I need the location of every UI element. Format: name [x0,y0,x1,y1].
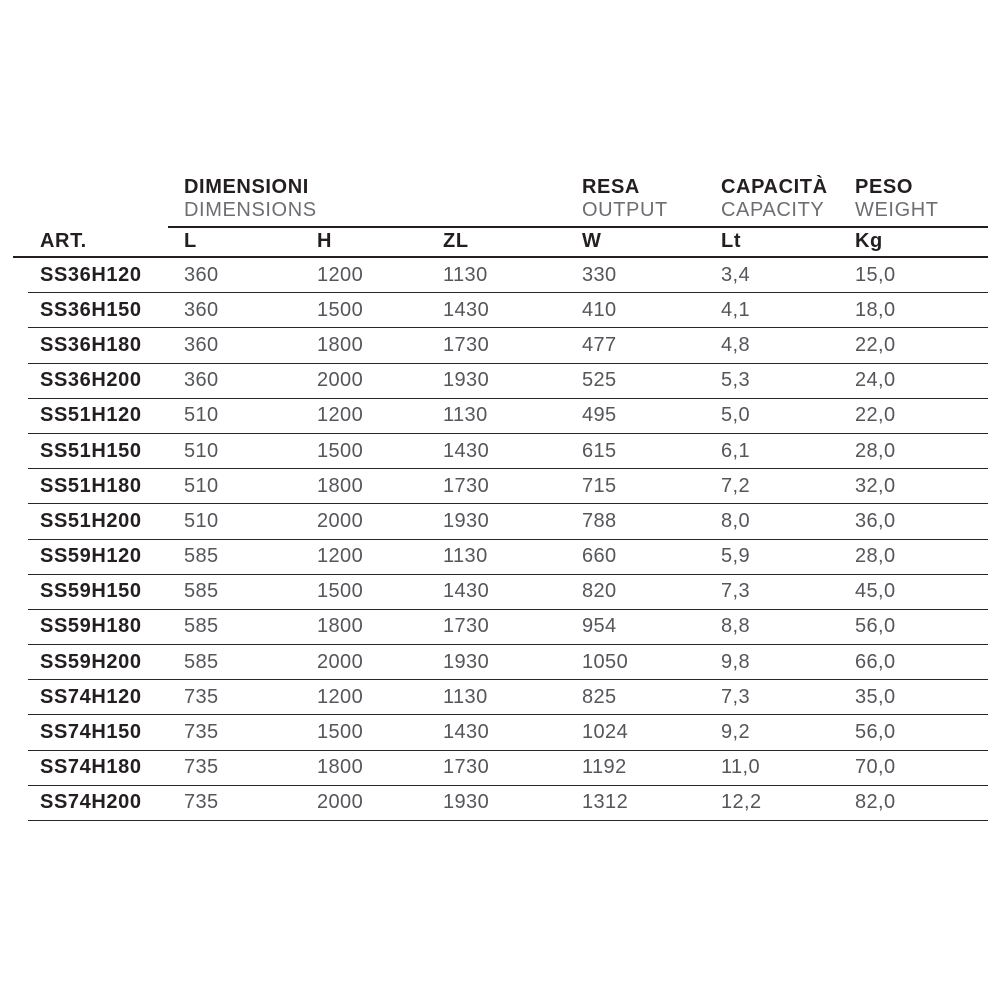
table-row [28,434,988,469]
cell-art: SS36H200 [40,369,142,392]
cell-art: SS51H200 [40,509,142,532]
cell-w: 1024 [582,721,629,744]
cell-kg: 32,0 [855,474,896,497]
cell-kg: 66,0 [855,650,896,673]
cell-l: 510 [184,509,219,532]
cell-l: 510 [184,404,219,427]
cell-lt: 4,8 [721,333,751,356]
cell-zl: 1730 [443,474,490,497]
cell-zl: 1930 [443,650,490,673]
cell-kg: 45,0 [855,580,896,603]
cell-w: 410 [582,298,617,321]
cell-zl: 1930 [443,791,490,814]
group-header-primary: CAPACITÀ [721,176,828,198]
cell-w: 615 [582,439,617,462]
table-row [28,258,988,293]
cell-w: 788 [582,509,617,532]
cell-lt: 7,3 [721,580,751,603]
cell-lt: 5,3 [721,369,751,392]
group-header-secondary: CAPACITY [721,199,825,221]
cell-w: 820 [582,580,617,603]
cell-w: 330 [582,263,617,286]
group-header-rule [168,226,988,228]
table-row [28,680,988,715]
column-header-kg: Kg [855,230,883,252]
cell-art: SS59H150 [40,580,142,603]
cell-kg: 18,0 [855,298,896,321]
table-row [28,293,988,328]
cell-kg: 24,0 [855,369,896,392]
column-header-h: H [317,230,333,252]
table-column-header-row [28,229,988,255]
cell-w: 715 [582,474,617,497]
cell-w: 1192 [582,756,627,779]
cell-lt: 11,0 [721,756,761,779]
cell-h: 2000 [317,650,364,673]
cell-zl: 1730 [443,333,490,356]
cell-art: SS74H200 [40,791,142,814]
cell-zl: 1430 [443,298,490,321]
table-row [28,645,988,680]
cell-h: 1500 [317,721,364,744]
cell-art: SS51H180 [40,474,142,497]
cell-kg: 56,0 [855,721,896,744]
cell-h: 2000 [317,369,364,392]
group-header-primary: DIMENSIONI [184,176,309,198]
cell-art: SS59H180 [40,615,142,638]
cell-kg: 36,0 [855,509,896,532]
cell-lt: 12,2 [721,791,762,814]
group-header-secondary: WEIGHT [855,199,939,221]
cell-h: 1500 [317,298,364,321]
group-header-primary: RESA [582,176,640,198]
cell-l: 735 [184,791,219,814]
cell-art: SS36H180 [40,333,142,356]
cell-h: 1200 [317,263,364,286]
cell-lt: 3,4 [721,263,751,286]
cell-lt: 9,8 [721,650,751,673]
cell-l: 360 [184,263,219,286]
column-header-l: L [184,230,197,252]
cell-h: 1200 [317,545,364,568]
cell-kg: 56,0 [855,615,896,638]
table-row [28,328,988,363]
column-header-w: W [582,230,602,252]
cell-art: SS51H150 [40,439,142,462]
cell-lt: 9,2 [721,721,751,744]
cell-zl: 1430 [443,580,490,603]
cell-h: 1800 [317,333,364,356]
cell-kg: 28,0 [855,545,896,568]
cell-kg: 15,0 [855,263,896,286]
cell-l: 735 [184,756,219,779]
table-rows [28,258,988,821]
cell-l: 510 [184,474,219,497]
cell-kg: 35,0 [855,685,896,708]
cell-zl: 1930 [443,509,490,532]
cell-l: 735 [184,721,219,744]
table-row [28,786,988,821]
cell-h: 2000 [317,509,364,532]
cell-kg: 82,0 [855,791,896,814]
table-row [28,469,988,504]
cell-h: 1800 [317,474,364,497]
cell-w: 660 [582,545,617,568]
cell-zl: 1130 [443,263,488,286]
group-header-primary: PESO [855,176,913,198]
table-row [28,575,988,610]
table-row [28,715,988,750]
cell-l: 585 [184,580,219,603]
cell-w: 477 [582,333,617,356]
cell-kg: 70,0 [855,756,896,779]
cell-w: 825 [582,685,617,708]
cell-kg: 22,0 [855,404,896,427]
table-row [28,399,988,434]
cell-art: SS51H120 [40,404,142,427]
table-row [28,364,988,399]
cell-l: 360 [184,333,219,356]
cell-zl: 1730 [443,615,490,638]
cell-h: 1200 [317,404,364,427]
table-group-header-row [28,176,988,222]
cell-zl: 1430 [443,439,490,462]
cell-art: SS74H120 [40,685,142,708]
cell-h: 2000 [317,791,364,814]
cell-art: SS36H150 [40,298,142,321]
cell-art: SS74H150 [40,721,142,744]
group-header-secondary: OUTPUT [582,199,668,221]
cell-w: 1050 [582,650,629,673]
cell-kg: 22,0 [855,333,896,356]
cell-h: 1800 [317,615,364,638]
cell-w: 954 [582,615,617,638]
column-header-lt: Lt [721,230,742,252]
cell-lt: 7,3 [721,685,751,708]
cell-l: 735 [184,685,219,708]
cell-lt: 6,1 [721,439,751,462]
group-header-output [582,176,721,222]
group-header-capacity [721,176,855,222]
cell-lt: 5,9 [721,545,751,568]
cell-zl: 1930 [443,369,490,392]
cell-lt: 4,1 [721,298,751,321]
cell-lt: 8,0 [721,509,751,532]
cell-l: 585 [184,545,219,568]
cell-w: 525 [582,369,617,392]
group-header-weight [855,176,988,222]
cell-zl: 1130 [443,404,488,427]
column-header-zl: ZL [443,230,469,252]
cell-lt: 5,0 [721,404,751,427]
table-row [28,504,988,539]
cell-l: 360 [184,369,219,392]
cell-art: SS59H120 [40,545,142,568]
cell-h: 1500 [317,580,364,603]
cell-l: 585 [184,650,219,673]
cell-art: SS74H180 [40,756,142,779]
table-row [28,540,988,575]
cell-art: SS59H200 [40,650,142,673]
table-row [28,610,988,645]
group-header-secondary: DIMENSIONS [184,199,317,221]
cell-l: 510 [184,439,219,462]
cell-zl: 1730 [443,756,490,779]
cell-lt: 8,8 [721,615,751,638]
cell-l: 585 [184,615,219,638]
cell-l: 360 [184,298,219,321]
table-row [28,751,988,786]
group-header-dimensions [184,176,582,222]
cell-kg: 28,0 [855,439,896,462]
cell-w: 495 [582,404,617,427]
cell-zl: 1130 [443,685,488,708]
cell-zl: 1430 [443,721,490,744]
cell-zl: 1130 [443,545,488,568]
cell-w: 1312 [582,791,629,814]
cell-lt: 7,2 [721,474,751,497]
cell-art: SS36H120 [40,263,142,286]
cell-h: 1500 [317,439,364,462]
column-header-art: ART. [40,230,87,252]
cell-h: 1200 [317,685,364,708]
cell-h: 1800 [317,756,364,779]
